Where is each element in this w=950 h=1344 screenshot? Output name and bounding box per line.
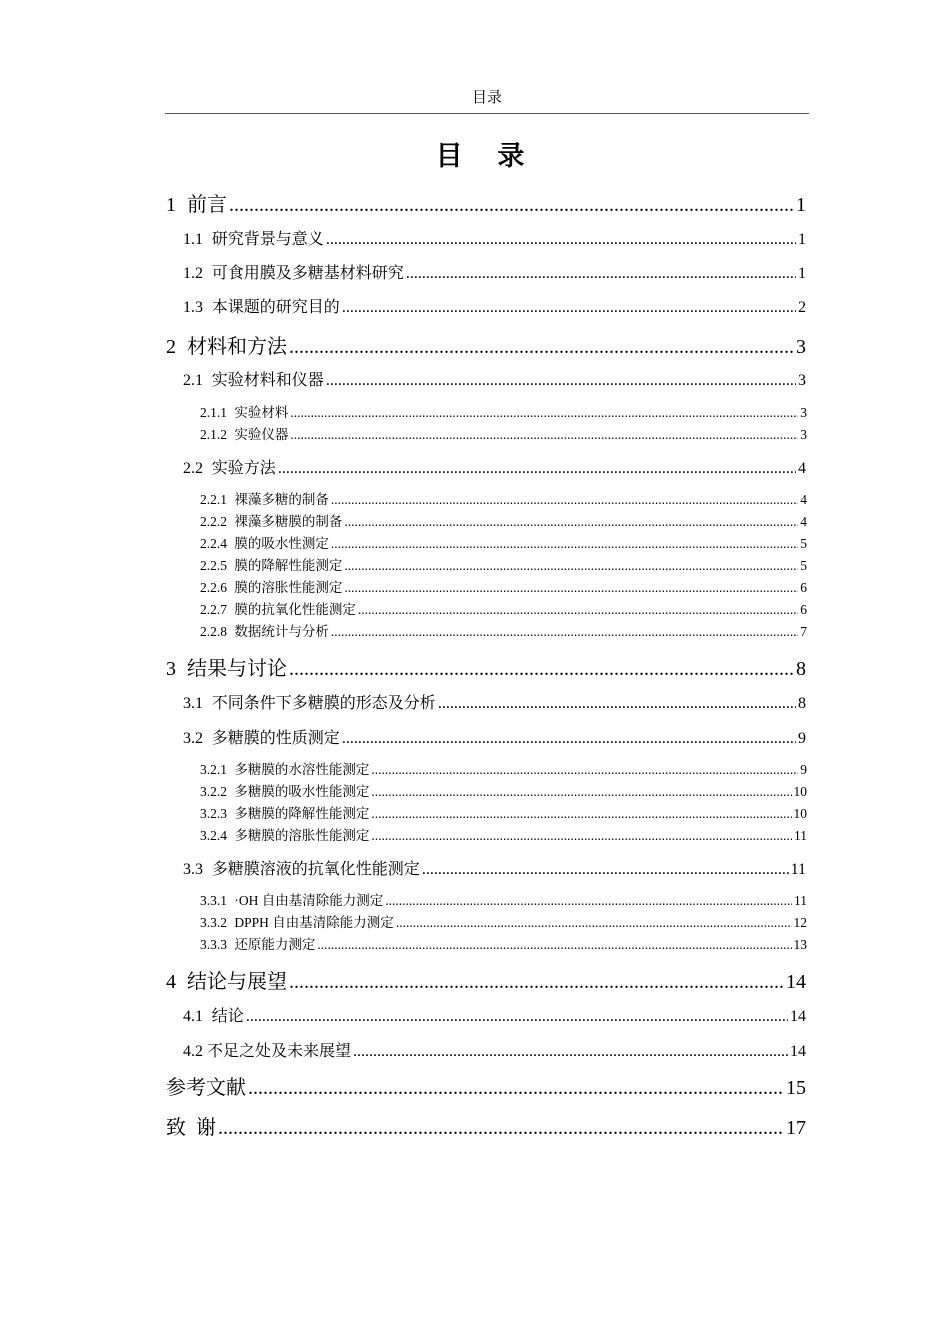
toc-entry-title: 多糖膜的降解性能测定 [234, 806, 370, 821]
toc-entry-page: 3 [800, 405, 807, 420]
toc-entry[interactable] [183, 260, 806, 283]
toc-entry-number: 2.2.2 [200, 514, 227, 529]
toc-entry[interactable] [200, 824, 807, 844]
toc-leader-dots [406, 265, 796, 283]
toc-entry-title: 膜的降解性能测定 [234, 558, 343, 573]
toc-entry-title: 实验材料 [234, 405, 289, 420]
toc-leader-dots [248, 1077, 784, 1100]
toc-entry-label [166, 188, 227, 217]
toc-entry-number: 3.2.1 [200, 762, 227, 777]
toc-entry-title: 数据统计与分析 [234, 624, 329, 639]
toc-entry-label [200, 532, 329, 552]
toc-entry-title: 实验材料和仪器 [211, 372, 324, 389]
toc-entry[interactable] [183, 294, 806, 317]
toc-entry[interactable] [200, 780, 807, 800]
toc-entry-number: 3.3.3 [200, 937, 227, 952]
toc-leader-dots [289, 971, 784, 994]
toc-entry-label [200, 423, 288, 443]
toc-entry-title: DPPH 自由基清除能力测定 [234, 915, 394, 930]
toc-leader-dots [290, 405, 798, 421]
toc-entry-page: 11 [794, 893, 807, 908]
toc-entry[interactable] [183, 1038, 806, 1061]
toc-entry-label [200, 598, 356, 618]
toc-entry[interactable] [166, 965, 806, 994]
toc-entry-page: 1 [796, 194, 806, 216]
toc-entry-title: 多糖膜溶液的抗氧化性能测定 [211, 861, 420, 878]
toc-entry-page: 5 [800, 536, 807, 551]
toc-entry-page: 3 [796, 336, 806, 358]
toc-entry-number: 1 [166, 194, 176, 216]
toc-entry[interactable] [200, 758, 807, 778]
toc-leader-dots [422, 861, 789, 879]
toc-entry-number: 2.1.2 [200, 427, 227, 442]
toc-entry-label [200, 802, 369, 822]
toc-entry-number: 2 [166, 336, 176, 358]
toc-entry-title: 裸藻多糖的制备 [234, 492, 329, 507]
toc-leader-dots [371, 806, 791, 822]
toc-entry-page: 3 [800, 427, 807, 442]
toc-entry-number: 2.2.6 [200, 580, 227, 595]
toc-leader-dots [344, 558, 798, 574]
toc-entry-page: 11 [794, 828, 807, 843]
toc-entry-title: 致 谢 [166, 1117, 216, 1139]
toc-leader-dots [331, 492, 798, 508]
toc-leader-dots [289, 658, 794, 681]
toc-entry-page: 14 [790, 1008, 806, 1025]
toc-entry-title: 还原能力测定 [234, 937, 316, 952]
toc-entry[interactable] [200, 620, 807, 640]
toc-leader-dots [371, 784, 791, 800]
toc-entry-page: 10 [793, 806, 807, 821]
toc-leader-dots [331, 536, 798, 552]
toc-entry-page: 10 [793, 784, 807, 799]
toc-entry-title: 可食用膜及多糖基材料研究 [211, 265, 404, 282]
toc-entry-label [166, 652, 287, 681]
toc-entry-page: 8 [798, 695, 806, 712]
toc-leader-dots [371, 762, 798, 778]
toc-entry-label [200, 488, 329, 508]
toc-entry-page: 14 [790, 1043, 806, 1060]
toc-entry-label [183, 294, 340, 317]
toc-entry-page: 13 [793, 937, 807, 952]
toc-entry-title: 膜的抗氧化性能测定 [234, 602, 356, 617]
toc-entry-page: 11 [790, 861, 806, 878]
toc-leader-dots [317, 937, 791, 953]
toc-entry-number: 1.2 [183, 265, 203, 282]
toc-leader-dots [438, 695, 796, 713]
toc-entry-title: 结论 [211, 1008, 244, 1025]
toc-entry-label [200, 933, 315, 953]
toc-leader-dots [326, 231, 796, 249]
toc-entry[interactable] [200, 423, 807, 443]
toc-entry[interactable] [183, 367, 806, 390]
toc-entry[interactable] [183, 856, 806, 879]
toc-entry-number: 2.1 [183, 372, 203, 389]
toc-entry[interactable] [200, 889, 807, 909]
toc-entry-label [200, 554, 342, 574]
toc-entry-label [200, 911, 394, 931]
toc-entry-number: 3.2.2 [200, 784, 227, 799]
toc-entry-label [200, 576, 342, 596]
toc-entry-label [200, 824, 369, 844]
toc-entry-number: 2.2.8 [200, 624, 227, 639]
toc-entry-title: 参考文献 [166, 1077, 246, 1099]
toc-entry-title: 本课题的研究目的 [211, 299, 340, 316]
toc-entry-page: 12 [793, 915, 807, 930]
toc-entry[interactable] [166, 1071, 806, 1100]
toc-entry[interactable] [200, 488, 807, 508]
toc-entry-number: 3.2.3 [200, 806, 227, 821]
toc-entry-title: 多糖膜的性质测定 [211, 730, 340, 747]
toc-entry-label [200, 510, 342, 530]
toc-entry-title: 多糖膜的吸水性能测定 [234, 784, 370, 799]
toc-entry-page: 2 [798, 299, 806, 316]
toc-entry-title: 前言 [187, 194, 227, 216]
toc-entry-title: 4.2 不足之处及未来展望 [183, 1043, 352, 1060]
toc-leader-dots [289, 336, 794, 359]
toc-leader-dots [344, 580, 798, 596]
toc-entry-number: 2.2.1 [200, 492, 227, 507]
toc-entry-number: 3 [166, 658, 176, 680]
toc-leader-dots [278, 460, 796, 478]
toc-entry-number: 3.1 [183, 695, 203, 712]
toc-entry-number: 4.1 [183, 1008, 203, 1025]
toc-entry[interactable] [200, 554, 807, 574]
toc-entry-page: 3 [798, 372, 806, 389]
toc-entry[interactable] [166, 1111, 806, 1140]
toc-leader-dots [342, 299, 796, 317]
toc-entry-number: 4 [166, 971, 176, 993]
toc-entry-number: 3.2 [183, 730, 203, 747]
toc-entry-label [183, 260, 404, 283]
toc-entry[interactable] [200, 802, 807, 822]
toc-entry-title: 结论与展望 [187, 971, 287, 993]
toc-entry-page: 4 [798, 460, 806, 477]
toc-entry-number: 1.3 [183, 299, 203, 316]
toc-entry-label [166, 1071, 246, 1100]
toc-entry-label [183, 226, 324, 249]
toc-entry-page: 9 [798, 730, 806, 747]
toc-entry-page: 15 [786, 1077, 806, 1099]
toc-entry-page: 6 [800, 580, 807, 595]
toc-entry-label [200, 620, 329, 640]
toc-entry[interactable] [200, 401, 807, 421]
toc-leader-dots [385, 893, 792, 909]
toc-entry-label [183, 725, 340, 748]
toc-entry-number: 1.1 [183, 231, 203, 248]
toc-entry-label [166, 330, 287, 359]
toc-leader-dots [218, 1117, 784, 1140]
toc-entry[interactable] [200, 911, 807, 931]
toc-leader-dots [331, 624, 798, 640]
toc-entry-number: 3.3.1 [200, 893, 227, 908]
toc-entry-label [183, 367, 324, 390]
toc-leader-dots [396, 915, 792, 931]
toc-entry-page: 7 [800, 624, 807, 639]
toc-entry-title: 多糖膜的溶胀性能测定 [234, 828, 370, 843]
toc-entry-title: ·OH 自由基清除能力测定 [234, 893, 384, 908]
toc-entry-title: 研究背景与意义 [211, 231, 324, 248]
toc-entry-label [183, 856, 420, 879]
toc-entry-number: 3.3.2 [200, 915, 227, 930]
toc-entry-label [200, 758, 369, 778]
toc-entry[interactable] [183, 226, 806, 249]
toc-entry[interactable] [183, 455, 806, 478]
toc-entry-label [183, 455, 276, 478]
toc-entry-label [183, 1038, 351, 1061]
toc-entry-page: 1 [798, 265, 806, 282]
toc-entry-title: 实验仪器 [234, 427, 289, 442]
toc-leader-dots [371, 828, 792, 844]
toc-entry-page: 6 [800, 602, 807, 617]
toc-entry-label [166, 965, 287, 994]
running-header: 目录 [471, 90, 502, 106]
toc-leader-dots [326, 372, 796, 390]
toc-entry-number: 3.2.4 [200, 828, 227, 843]
toc-entry-page: 17 [786, 1117, 806, 1139]
toc-entry-page: 4 [800, 492, 807, 507]
toc-entry-title: 多糖膜的水溶性能测定 [234, 762, 370, 777]
toc-entry-title: 不同条件下多糖膜的形态及分析 [211, 695, 436, 712]
toc-entry-label [200, 780, 369, 800]
toc-entry[interactable] [183, 725, 806, 748]
toc-leader-dots [229, 194, 794, 217]
page-title: 目 录 [435, 141, 539, 171]
toc-entry[interactable] [166, 652, 806, 681]
toc-entry[interactable] [183, 690, 806, 713]
toc-leader-dots [246, 1008, 788, 1026]
toc-entry-page: 5 [800, 558, 807, 573]
toc-entry-number: 2.1.1 [200, 405, 227, 420]
toc-leader-dots [358, 602, 798, 618]
toc-entry-page: 8 [796, 658, 806, 680]
toc-entry[interactable] [200, 510, 807, 530]
toc-entry-title: 膜的吸水性测定 [234, 536, 329, 551]
toc-entry-number: 2.2.7 [200, 602, 227, 617]
toc-entry-label [200, 401, 288, 421]
toc-entry[interactable] [200, 532, 807, 552]
toc-entry-label [200, 889, 383, 909]
toc-entry-title: 实验方法 [211, 460, 276, 477]
toc-leader-dots [290, 427, 798, 443]
toc-entry-page: 1 [798, 231, 806, 248]
toc-entry[interactable] [200, 933, 807, 953]
toc-entry-number: 2.2.5 [200, 558, 227, 573]
toc-entry-title: 材料和方法 [187, 336, 287, 358]
toc-entry-title: 结果与讨论 [187, 658, 287, 680]
toc-entry[interactable] [166, 330, 806, 359]
toc-entry-page: 4 [800, 514, 807, 529]
toc-entry[interactable] [200, 576, 807, 596]
toc-entry-label [183, 1003, 244, 1026]
toc-entry[interactable] [183, 1003, 806, 1026]
toc-entry-title: 裸藻多糖膜的制备 [234, 514, 343, 529]
toc-entry-label [183, 690, 436, 713]
toc-entry[interactable] [200, 598, 807, 618]
toc-leader-dots [342, 730, 796, 748]
toc-entry-number: 2.2.4 [200, 536, 227, 551]
toc-entry-page: 9 [800, 762, 807, 777]
header-rule [165, 113, 809, 114]
toc-entry[interactable] [166, 188, 806, 217]
toc-leader-dots [344, 514, 798, 530]
toc-entry-label [166, 1111, 216, 1140]
toc-entry-number: 3.3 [183, 861, 203, 878]
toc-entry-page: 14 [786, 971, 806, 993]
toc-entry-number: 2.2 [183, 460, 203, 477]
toc-entry-title: 膜的溶胀性能测定 [234, 580, 343, 595]
toc-leader-dots [353, 1043, 788, 1061]
